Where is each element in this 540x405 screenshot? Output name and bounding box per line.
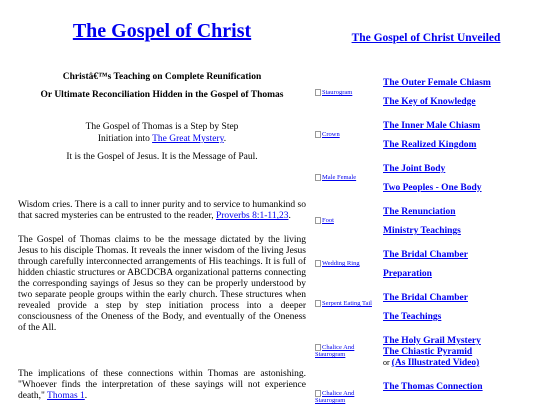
key-of-knowledge-link[interactable]: The Key of Knowledge — [383, 97, 476, 107]
broken-image-icon — [315, 217, 321, 224]
subtitle-line-2: Or Ultimate Reconciliation Hidden in the Gospel of Thomas — [40, 90, 284, 100]
broken-image-icon — [315, 390, 321, 397]
two-peoples-one-body-link[interactable]: Two Peoples - One Body — [383, 183, 482, 193]
outer-female-chiasm-link[interactable]: The Outer Female Chiasm — [383, 78, 491, 88]
serpent-eating-tail-image[interactable] — [315, 300, 373, 307]
crown-alt: Crown — [322, 131, 340, 138]
wedding-ring-alt: Wedding Ring — [322, 260, 360, 267]
bridal-chamber-link[interactable]: The Bridal Chamber — [383, 250, 468, 260]
chiastic-pyramid-link[interactable]: The Chiastic Pyramid — [383, 347, 473, 357]
holy-grail-mystery-link[interactable]: The Holy Grail Mystery — [383, 336, 481, 346]
thomas-1-link[interactable]: Thomas 1 — [47, 391, 85, 401]
para3-text: The implications of these connections within Thomas are astonishing. "Whoever finds the interpretation of these sayings will not experience death," — [18, 369, 306, 401]
staurogram-image[interactable] — [315, 89, 373, 96]
illustrated-video-line — [383, 358, 479, 368]
proverbs-link[interactable]: Proverbs 8:1-11,23 — [215, 211, 289, 221]
male-female-alt: Male Female — [322, 174, 357, 181]
wedding-ring-image[interactable] — [315, 260, 373, 267]
realized-kingdom-link[interactable]: The Realized Kingdom — [383, 140, 477, 150]
paragraph-gospel-claims: The Gospel of Thomas claims to be the message dictated by the living Jesus to his disciple Thomas. It reveals the inner wisdom of the living Jesus through carefully interconnected arrangements of His teachings. It is full of hidden chiastic structures or ABCDCBA organizational patterns connecting the corresponding sayings of Jesus so they can be properly understood by two separate people groups within the early church. These structures when revealed provide a step by step initiation process into a deeper consciousness of the Oneness of the Body, and eventually of the Oneness of the All. — [18, 235, 306, 333]
broken-image-icon — [315, 260, 321, 267]
page-title-link[interactable]: The Gospel of Christ — [72, 20, 252, 42]
bridal-chamber-link-2[interactable]: The Bridal Chamber — [383, 293, 468, 303]
staurogram-alt: Staurogram — [322, 89, 353, 96]
para1-end: . — [288, 211, 291, 221]
great-mystery-link[interactable]: The Great Mystery — [152, 134, 224, 144]
subtitle-line-1: Christâ€™s Teaching on Complete Reunification — [62, 72, 262, 82]
serpent-alt: Serpent Eating Tail — [322, 300, 372, 307]
paragraph-implications — [18, 369, 306, 402]
intro-suffix: . — [223, 134, 227, 144]
teachings-link[interactable]: The Teachings — [383, 312, 442, 322]
intro-prefix: Initiation into — [97, 134, 153, 144]
foot-alt: Foot — [322, 217, 334, 224]
or-prefix: or — [383, 358, 392, 367]
joint-body-link[interactable]: The Joint Body — [383, 164, 446, 174]
intro-line-3: It is the Gospel of Jesus. It is the Message of Paul. — [66, 152, 258, 162]
chalice-alt-2: Chalice And Staurogram — [315, 390, 355, 405]
para1-text: Wisdom cries. There is a call to inner purity and to service to humankind so that sacred mysteries can be entrusted to the reader, — [18, 200, 306, 221]
broken-image-icon — [315, 344, 321, 351]
chalice-staurogram-image[interactable] — [315, 344, 373, 358]
sidebar — [312, 0, 540, 405]
sidebar-title-link[interactable]: The Gospel of Christ Unveiled — [351, 32, 501, 44]
male-female-image[interactable] — [315, 174, 373, 181]
illustrated-video-link[interactable]: (As Illustrated Video) — [391, 358, 480, 368]
ministry-teachings-link[interactable]: Ministry Teachings — [383, 226, 461, 236]
main-content — [18, 0, 306, 405]
preparation-link[interactable]: Preparation — [383, 269, 432, 279]
intro-line-2 — [18, 134, 306, 145]
intro-line-1: The Gospel of Thomas is a Step by Step — [85, 122, 239, 132]
chalice-staurogram-image-2[interactable] — [315, 390, 373, 404]
para3-end: . — [84, 391, 88, 401]
broken-image-icon — [315, 89, 321, 96]
inner-male-chiasm-link[interactable]: The Inner Male Chiasm — [383, 121, 481, 131]
chalice-alt-1: Chalice And Staurogram — [315, 344, 355, 359]
renunciation-link[interactable]: The Renunciation — [383, 207, 456, 217]
broken-image-icon — [315, 131, 321, 138]
paragraph-wisdom — [18, 200, 306, 222]
crown-image[interactable] — [315, 131, 373, 138]
broken-image-icon — [315, 300, 321, 307]
broken-image-icon — [315, 174, 321, 181]
thomas-connection-link[interactable]: The Thomas Connection — [383, 382, 483, 392]
foot-image[interactable] — [315, 217, 373, 224]
